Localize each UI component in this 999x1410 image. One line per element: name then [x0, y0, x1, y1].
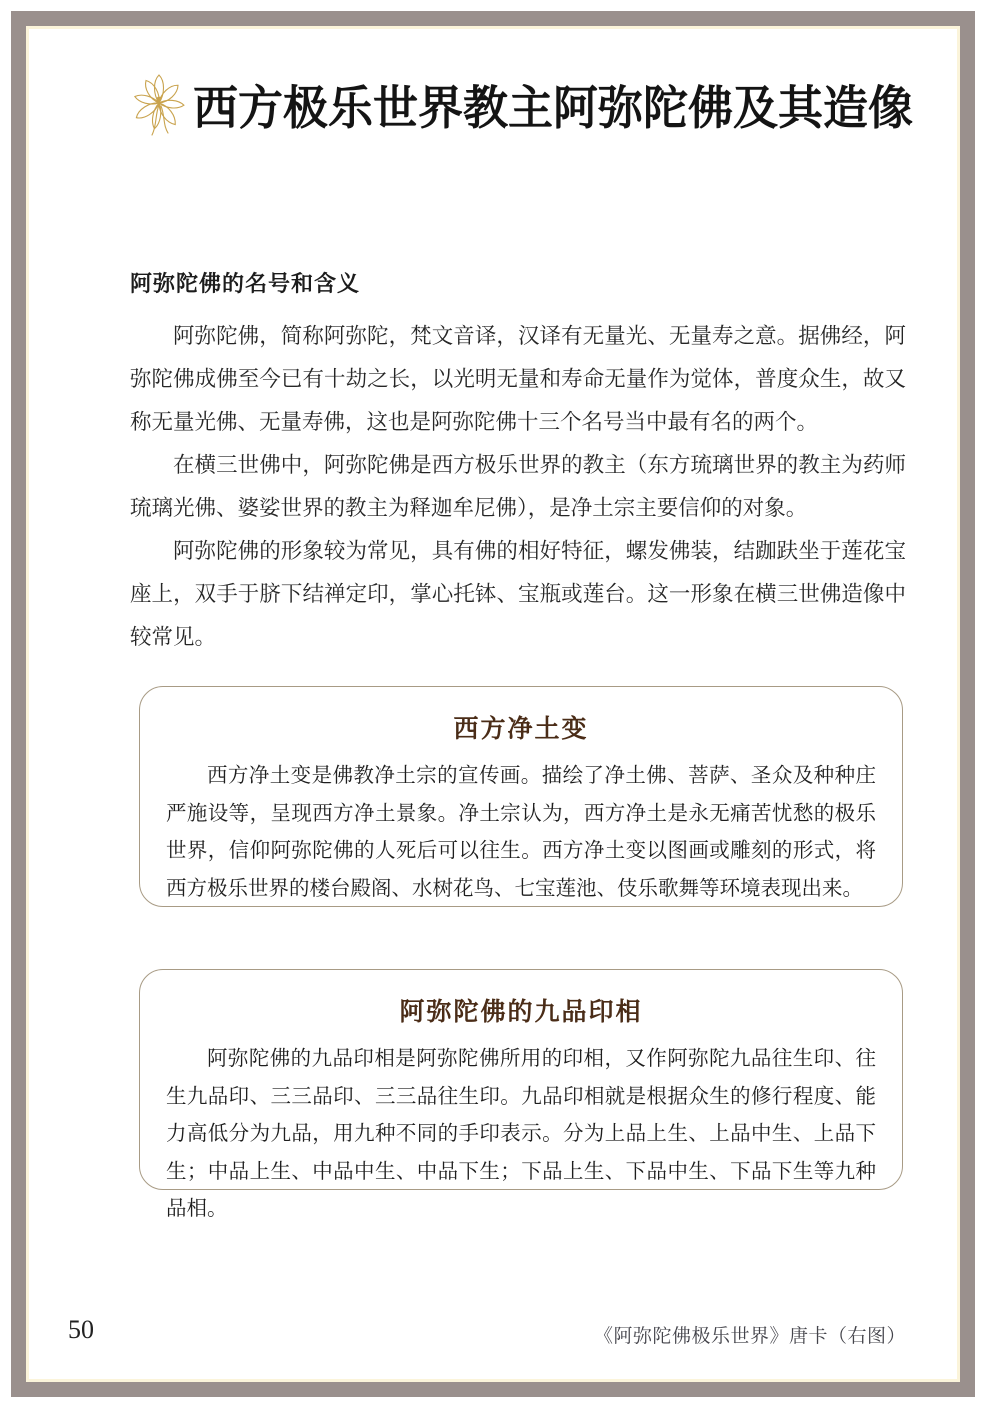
box-body: 西方净土变是佛教净土宗的宣传画。描绘了净土佛、菩萨、圣众及种种庄严施设等，呈现西方净土景象。净土宗认为，西方净土是永无痛苦忧愁的极乐世界，信仰阿弥陀佛的人死后可以往生。西方净土变以图画或雕刻的形式，将西方极乐世界的楼台殿阁、水树花鸟、七宝莲池、伎乐歌舞等环境表现出来。: [166, 765, 876, 900]
sidebar-box-pure-land: [139, 686, 903, 907]
section-heading: 阿弥陀佛的名号和含义: [130, 271, 361, 296]
paragraph: 在横三世佛中，阿弥陀佛是西方极乐世界的教主（东方琉璃世界的教主为药师琉璃光佛、婆娑世界的教主为释迦牟尼佛），是净土宗主要信仰的对象。: [130, 453, 906, 520]
article-body: [130, 315, 906, 659]
paragraph: 阿弥陀佛，简称阿弥陀，梵文音译，汉译有无量光、无量寿之意。据佛经，阿弥陀佛成佛至今已有十劫之长，以光明无量和寿命无量作为觉体，普度众生，故又称无量光佛、无量寿佛，这也是阿弥陀佛十三个名号当中最有名的两个。: [130, 324, 906, 434]
lotus-flower-icon: [131, 65, 187, 141]
sidebar-box-nine-mudras: [139, 969, 903, 1220]
paragraph: 阿弥陀佛的形象较为常见，具有佛的相好特征，螺发佛装，结跏趺坐于莲花宝座上，双手于脐下结禅定印，掌心托钵、宝瓶或莲台。这一形象在横三世佛造像中较常见。: [130, 539, 906, 649]
chapter-title-row: [131, 65, 913, 141]
box-body: 阿弥陀佛的九品印相是阿弥陀佛所用的印相，又作阿弥陀九品往生印、往生九品印、三三品印、三三品往生印。九品印相就是根据众生的修行程度、能力高低分为九品，用九种不同的手印表示。分为上品上生、上品中生、上品下生；中品上生、中品中生、中品下生；下品上生、下品中生、下品下生等九种品相。: [166, 1048, 876, 1220]
page-number: 50: [68, 1315, 94, 1344]
book-page: [26, 26, 960, 1382]
photo-caption: 《阿弥陀佛极乐世界》唐卡（右图）: [593, 1326, 906, 1347]
page-frame: [11, 11, 975, 1397]
box-title: 西方净土变: [453, 714, 589, 743]
chapter-title: 西方极乐世界教主阿弥陀佛及其造像: [193, 79, 914, 135]
box-title: 阿弥陀佛的九品印相: [399, 997, 643, 1026]
